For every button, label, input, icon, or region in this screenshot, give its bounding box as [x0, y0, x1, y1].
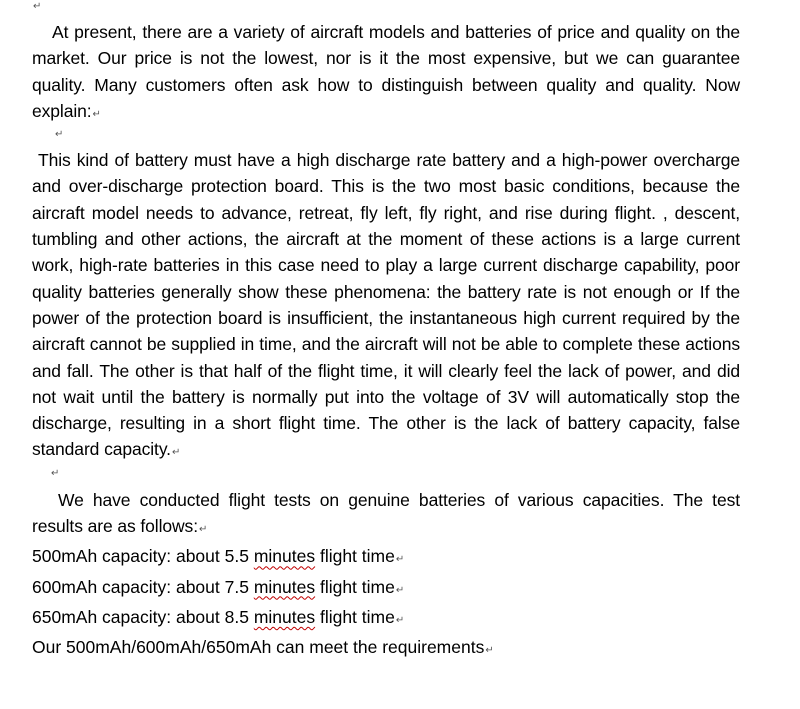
conclusion-line [32, 634, 740, 664]
spellcheck-word: minutes [253, 546, 316, 567]
result-text: flight time [315, 546, 395, 567]
paragraph-mark-icon: ↵ [55, 129, 64, 141]
tests-intro-text: We have conducted flight tests on genuine batteries of various capacities. The test results are as follows: [32, 489, 740, 537]
conclusion-text: Our 500mAh/600mAh/650mAh can meet the requirements [32, 637, 485, 658]
explanation-text: This kind of battery must have a high discharge rate battery and a high-power overcharge and over-discharge protection board. This is the two most basic conditions, because the aircraft model needs to advance, retreat, fly left, fly right, and rise during flight. , descent, tumbling and other actions, the aircraft at the moment of these actions is a large current work, high-rate batteries in this case need to play a large current discharge capability, poor quality batteries generally show these phenomena: the battery rate is not enough or If the power of the protection board is insufficient, the instantaneous high current required by the aircraft cannot be supplied in time, and the aircraft will not be able to complete these actions and fall. The other is that half of the flight time, it will clearly feel the lack of power, and did not wait until the battery is normally put into the voltage of 3V will automatically stop the discharge, resulting in a short flight time. The other is the lack of battery capacity, false standard capacity. [32, 150, 740, 460]
paragraph-mark-icon: ↵ [51, 467, 60, 479]
paragraph-mark-icon: ↵ [33, 1, 42, 12]
spellcheck-word: minutes [253, 576, 316, 597]
paragraph-mark-icon: ↵ [395, 554, 405, 566]
empty-line [32, 467, 740, 489]
result-text: flight time [315, 576, 395, 597]
intro-paragraph [32, 19, 740, 128]
intro-text: At present, there are a variety of aircraft models and batteries of price and quality on the market. Our price is not the lowest, nor is it the most expensive, but we can guarantee quality. Many customers often ask how to distinguish between quality and quality. Now explain: [32, 22, 740, 121]
result-text: flight time [315, 606, 395, 627]
paragraph-mark-icon: ↵ [485, 645, 494, 657]
paragraph-mark-icon: ↵ [395, 584, 405, 596]
result-line [32, 604, 740, 634]
paragraph-mark-icon: ↵ [198, 524, 208, 536]
spellcheck-word: minutes [253, 606, 316, 627]
result-line [32, 574, 740, 604]
paragraph-mark-icon: ↵ [92, 108, 101, 120]
result-text: 600mAh capacity: about 7.5 [32, 576, 254, 597]
tests-intro-paragraph [32, 487, 740, 544]
result-text: 500mAh capacity: about 5.5 [32, 546, 254, 567]
explanation-paragraph [32, 147, 740, 467]
result-line [32, 543, 740, 573]
paragraph-mark-icon: ↵ [395, 614, 405, 626]
result-text: 650mAh capacity: about 8.5 [32, 606, 254, 627]
paragraph-mark-icon: ↵ [171, 447, 181, 459]
document-page [32, 0, 740, 665]
